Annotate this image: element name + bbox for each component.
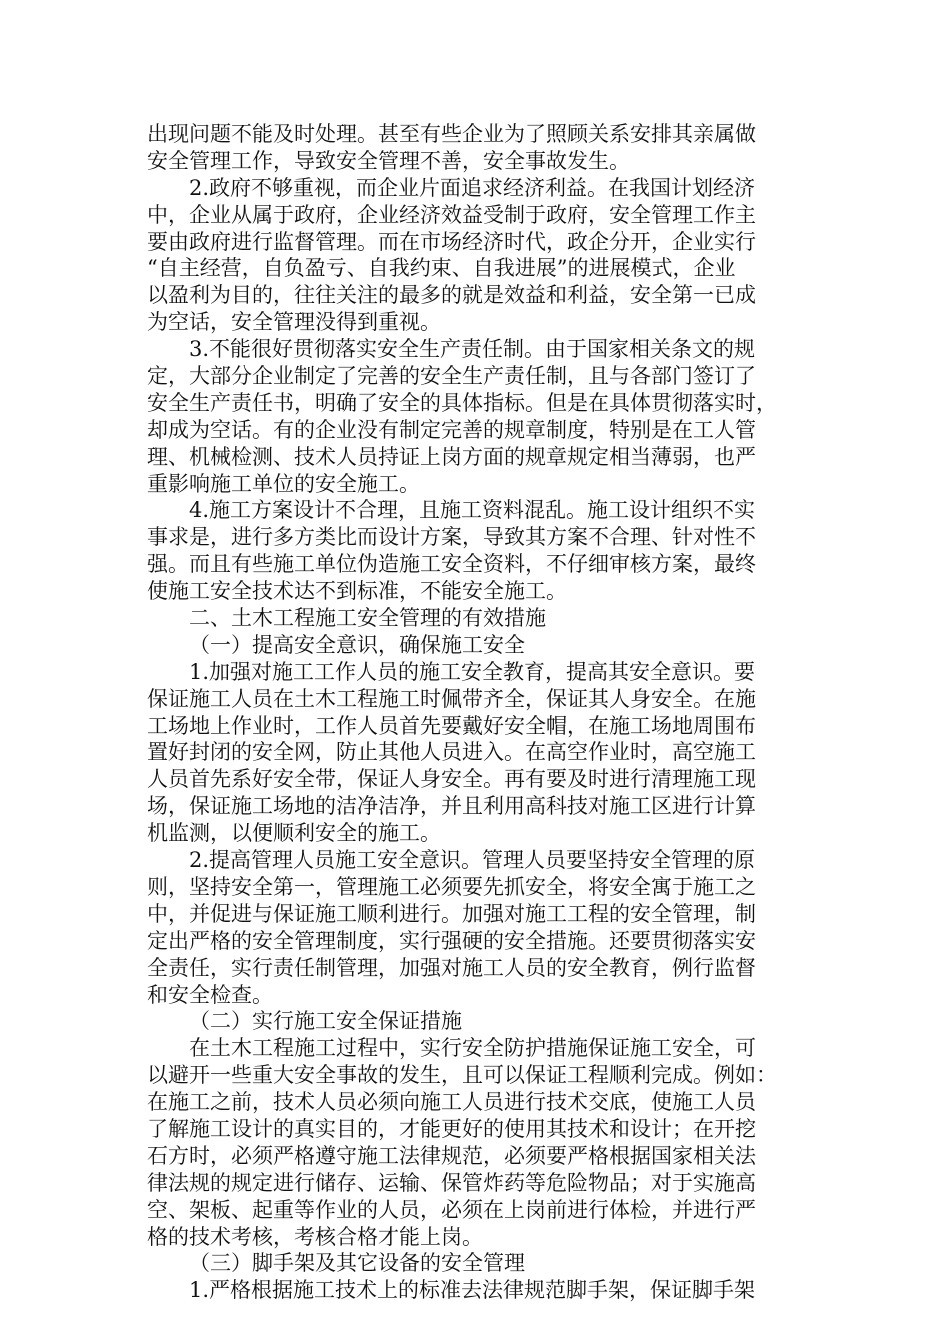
text-line: 中，企业从属于政府，企业经济效益受制于政府，安全管理工作主	[147, 202, 756, 227]
text-line: 出现问题不能及时处理。甚至有些企业为了照顾关系安排其亲属做	[147, 122, 756, 146]
text-line: 空、架板、起重等作业的人员，必须在上岗前进行体检，并进行严	[147, 1197, 756, 1222]
text-line: 1.严格根据施工技术上的标准去法律规范脚手架，保证脚手架	[189, 1278, 756, 1303]
text-line: 工场地上作业时，工作人员首先要戴好安全帽，在施工场地周围布	[147, 713, 756, 738]
text-line: 1.加强对施工工作人员的施工安全教育，提高其安全意识。要	[189, 659, 756, 684]
text-line: 事求是，进行多方类比而设计方案，导致其方案不合理、针对性不	[147, 525, 756, 550]
text-line: 3.不能很好贯彻落实安全生产责任制。由于国家相关条文的规	[189, 337, 756, 362]
text-line: 场，保证施工场地的洁净洁净，并且利用高科技对施工区进行计算	[147, 794, 756, 819]
text-line: 要由政府进行监督管理。而在市场经济时代，政企分开，企业实行	[147, 229, 756, 254]
text-line: 律法规的规定进行储存、运输、保管炸药等危险物品；对于实施高	[147, 1170, 756, 1195]
document-body	[147, 121, 807, 1304]
text-line: 安全管理工作，导致安全管理不善，安全事故发生。	[147, 148, 630, 173]
text-line: （一）提高安全意识，确保施工安全	[189, 632, 525, 657]
text-line: 以避开一些重大安全事故的发生，且可以保证工程顺利完成。例如：	[147, 1063, 777, 1088]
text-line: “自主经营，自负盈亏、自我约束、自我进展”的进展模式，企业	[147, 256, 736, 281]
text-line: 为空话，安全管理没得到重视。	[147, 310, 441, 335]
text-line: 和安全检查。	[147, 982, 273, 1007]
text-line: 强。而且有些施工单位伪造施工安全资料，不仔细审核方案，最终	[147, 552, 756, 577]
text-line: 定出严格的安全管理制度，实行强硬的安全措施。还要贯彻落实安	[147, 928, 756, 953]
text-line: 理、机械检测、技术人员持证上岗方面的规章规定相当薄弱，也严	[147, 444, 756, 469]
text-line: 置好封闭的安全网，防止其他人员进入。在高空作业时，高空施工	[147, 740, 756, 765]
text-line: 定，大部分企业制定了完善的安全生产责任制，且与各部门签订了	[147, 364, 756, 389]
text-line: 人员首先系好安全带，保证人身安全。再有要及时进行清理施工现	[147, 767, 756, 792]
text-line: 在土木工程施工过程中，实行安全防护措施保证施工安全，可	[189, 1036, 756, 1061]
text-line: （三）脚手架及其它设备的安全管理	[189, 1251, 525, 1276]
text-line: 中，并促进与保证施工顺利进行。加强对施工工程的安全管理，制	[147, 901, 756, 926]
text-line: 则，坚持安全第一，管理施工必须要先抓安全，将安全寓于施工之	[147, 874, 756, 899]
text-line: 却成为空话。有的企业没有制定完善的规章制度，特别是在工人管	[147, 417, 756, 442]
text-line: 石方时，必须严格遵守施工法律规范，必须要严格根据国家相关法	[147, 1143, 756, 1168]
text-line: 在施工之前，技术人员必须向施工人员进行技术交底，使施工人员	[147, 1090, 756, 1115]
text-line: 保证施工人员在土木工程施工时佩带齐全，保证其人身安全。在施	[147, 686, 756, 711]
text-line: 格的技术考核，考核合格才能上岗。	[147, 1224, 483, 1249]
text-line: 安全生产责任书，明确了安全的具体指标。但是在具体贯彻落实时，	[147, 390, 777, 415]
text-line: 二、土木工程施工安全管理的有效措施	[189, 606, 546, 631]
text-line: 2.提高管理人员施工安全意识。管理人员要坚持安全管理的原	[189, 848, 756, 873]
text-line: 机监测，以便顺利安全的施工。	[147, 821, 441, 846]
text-line: 使施工安全技术达不到标准，不能安全施工。	[147, 579, 567, 604]
text-line: 全责任，实行责任制管理，加强对施工人员的安全教育，例行监督	[147, 955, 756, 980]
text-line: 2.政府不够重视，而企业片面追求经济利益。在我国计划经济	[189, 175, 756, 200]
text-line: 以盈利为目的，往往关注的最多的就是效益和利益，安全第一已成	[147, 283, 756, 308]
text-line: 重影响施工单位的安全施工。	[147, 471, 420, 496]
text-line: 4.施工方案设计不合理，且施工资料混乱。施工设计组织不实	[189, 498, 756, 523]
text-line: 了解施工设计的真实目的，才能更好的使用其技术和设计；在开挖	[147, 1116, 756, 1141]
text-line: （二）实行施工安全保证措施	[189, 1009, 462, 1034]
